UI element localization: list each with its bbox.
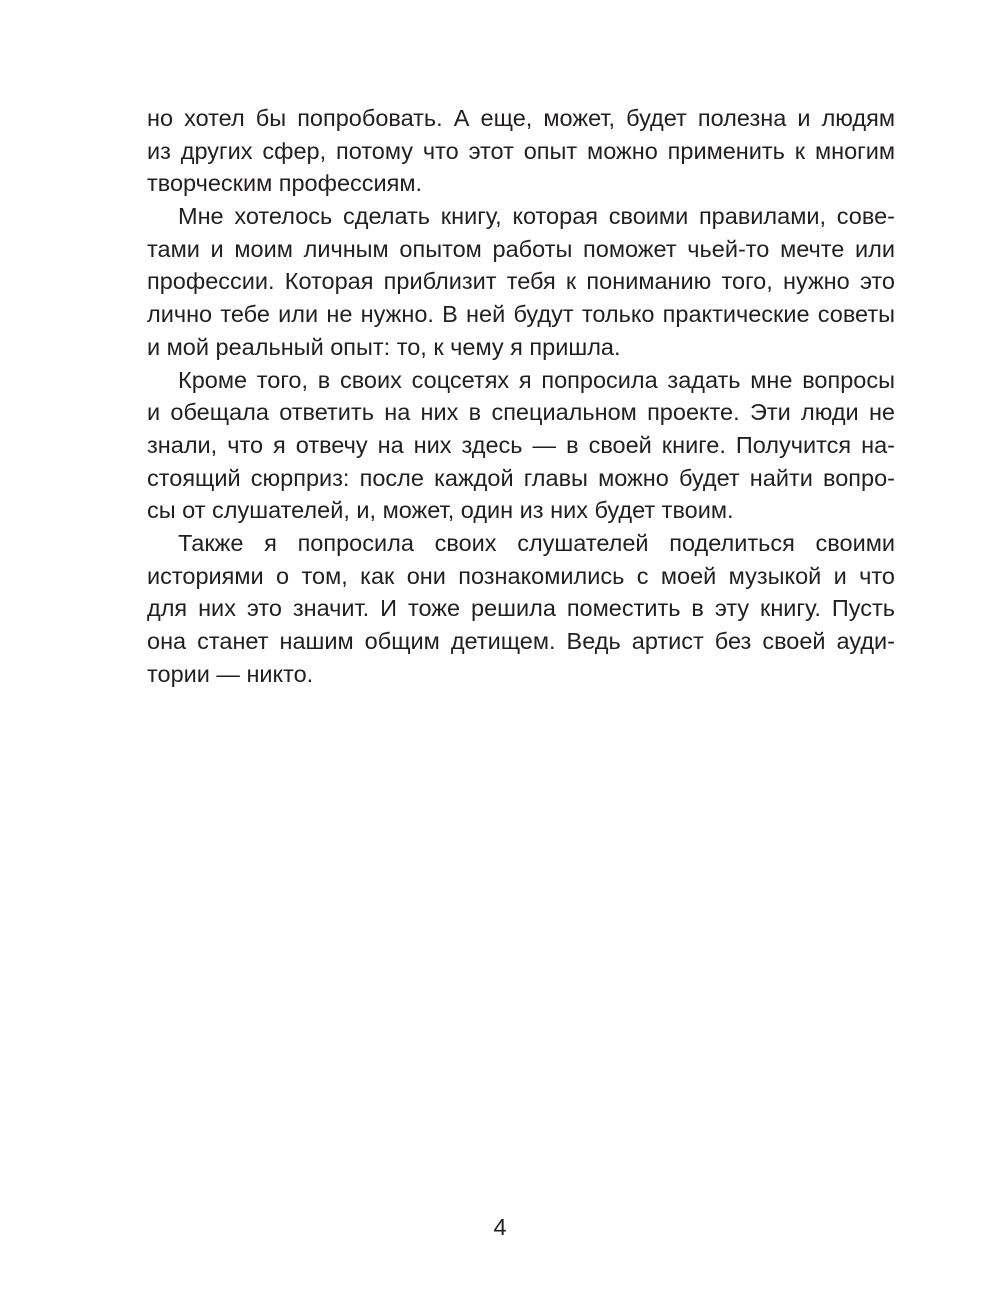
paragraph-line: тами и моим личным опытом работы поможет чьей-то мечте или — [147, 235, 895, 262]
paragraph-4 — [147, 527, 895, 690]
paragraph-line: Мне хотелось сделать книгу, которая своими правилами, сове- — [178, 203, 895, 230]
paragraph-line: творческим профессиям. — [147, 170, 423, 197]
paragraph-line: знали, что я отвечу на них здесь — в своей книге. Получится на- — [147, 431, 895, 458]
paragraph-line: Также я попросила своих слушателей поделиться своими — [178, 529, 895, 556]
page-number: 4 — [493, 1214, 507, 1240]
paragraph-line: лично тебе или не нужно. В ней будут только практические советы — [147, 301, 895, 328]
paragraph-line: сы от слушателей, и, может, один из них будет твоим. — [147, 497, 734, 524]
paragraph-line: и мой реальный опыт: то, к чему я пришла. — [147, 333, 621, 360]
paragraph-line: но хотел бы попробовать. А еще, может, будет полезна и людям — [147, 105, 895, 131]
body-text — [147, 102, 895, 690]
paragraph-line: историями о том, как они познакомились с моей музыкой и что — [147, 562, 895, 589]
paragraph-line: и обещала ответить на них в специальном проекте. Эти люди не — [147, 399, 895, 426]
paragraph-line: Кроме того, в своих соцсетях я попросила задать мне вопросы — [178, 366, 895, 393]
paragraph-line: из других сфер, потому что этот опыт можно применить к многим — [147, 137, 895, 164]
paragraph-line: стоящий сюрприз: после каждой главы можно будет найти вопро- — [147, 464, 895, 491]
paragraph-1 — [147, 102, 895, 200]
paragraph-2 — [147, 200, 895, 363]
paragraph-line: тории — никто. — [147, 660, 314, 687]
paragraph-line: профессии. Которая приблизит тебя к пониманию того, нужно это — [147, 268, 895, 295]
paragraph-3 — [147, 364, 895, 527]
paragraph-line: для них это значит. И тоже решила поместить в эту книгу. Пусть — [147, 595, 895, 622]
paragraph-line: она станет нашим общим детищем. Ведь артист без своей ауди- — [147, 628, 895, 654]
